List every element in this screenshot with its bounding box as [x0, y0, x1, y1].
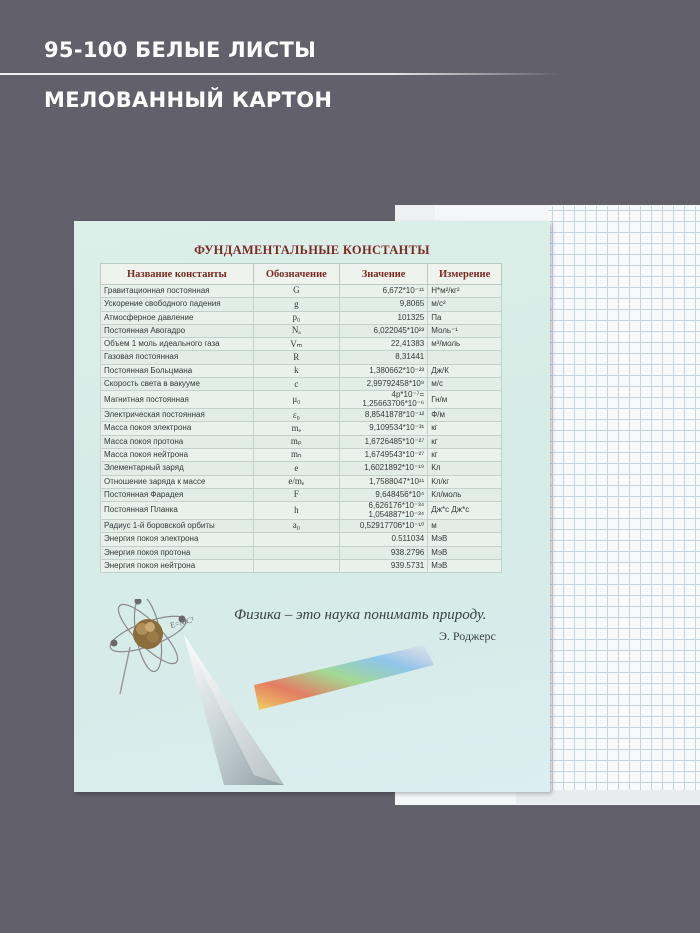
- constant-row: [101, 378, 502, 391]
- constant-name: Магнитная постоянная: [101, 391, 254, 409]
- constant-value: 9,648456*10⁴: [339, 488, 427, 501]
- constant-symbol: R: [253, 351, 339, 364]
- constant-value: 22,41383: [339, 338, 427, 351]
- constant-unit: [428, 351, 502, 364]
- constant-value: 4p*10⁻⁷= 1,25663706*10⁻⁶: [339, 391, 427, 409]
- constant-symbol: F: [253, 488, 339, 501]
- constant-symbol: mₙ: [253, 449, 339, 462]
- constant-value: 0,52917706*10⁻¹⁰: [339, 520, 427, 533]
- constant-symbol: G: [253, 285, 339, 298]
- constant-unit: Гн/м: [428, 391, 502, 409]
- constant-unit: кг: [428, 422, 502, 435]
- notebook-page-edge: [516, 790, 700, 804]
- constant-value: 9,8065: [339, 298, 427, 311]
- constant-symbol: e/mₑ: [253, 475, 339, 488]
- constant-name: Гравитационная постоянная: [101, 285, 254, 298]
- constant-row: [101, 475, 502, 488]
- constant-unit: м³/моль: [428, 338, 502, 351]
- constant-name: Скорость света в вакууме: [101, 378, 254, 391]
- constant-row: [101, 546, 502, 559]
- heading-line-1: 95-100 БЕЛЫЕ ЛИСТЫ: [44, 38, 317, 62]
- constant-symbol: k: [253, 364, 339, 377]
- constant-name: Газовая постоянная: [101, 351, 254, 364]
- constant-row: [101, 520, 502, 533]
- constant-name: Атмосферное давление: [101, 311, 254, 324]
- constant-name: Постоянная Авогадро: [101, 324, 254, 337]
- constant-symbol: a₀: [253, 520, 339, 533]
- constant-value: 1,6021892*10⁻¹⁹: [339, 462, 427, 475]
- constant-value: 938.2796: [339, 546, 427, 559]
- prism-rainbow-illustration: [174, 635, 464, 785]
- constant-row: [101, 391, 502, 409]
- constant-name: Масса покоя протона: [101, 435, 254, 448]
- constant-name: Постоянная Больцмана: [101, 364, 254, 377]
- column-header-symbol: Обозначение: [253, 264, 339, 285]
- constant-unit: м: [428, 520, 502, 533]
- constant-value: 8,8541878*10⁻¹²: [339, 409, 427, 422]
- grid-paper-page: [548, 206, 700, 800]
- constant-name: Энергия покоя электрона: [101, 533, 254, 546]
- constant-unit: Н*м²/кг²: [428, 285, 502, 298]
- constant-name: Постоянная Планка: [101, 502, 254, 520]
- constant-unit: МэВ: [428, 546, 502, 559]
- constant-symbol: [253, 533, 339, 546]
- constant-symbol: g: [253, 298, 339, 311]
- constant-value: 1,6726485*10⁻²⁷: [339, 435, 427, 448]
- constant-symbol: [253, 546, 339, 559]
- constant-unit: м/с²: [428, 298, 502, 311]
- constant-row: [101, 338, 502, 351]
- heading-divider: [0, 73, 560, 75]
- constant-unit: Кл: [428, 462, 502, 475]
- constant-symbol: c: [253, 378, 339, 391]
- formula-label: E=MC²: [169, 615, 196, 630]
- constants-table-header: [101, 264, 502, 285]
- constant-unit: Кл/кг: [428, 475, 502, 488]
- constants-table-title: ФУНДАМЕНТАЛЬНЫЕ КОНСТАНТЫ: [194, 243, 430, 257]
- constant-unit: Па: [428, 311, 502, 324]
- constant-row: [101, 449, 502, 462]
- constant-name: Элементарный заряд: [101, 462, 254, 475]
- constant-row: [101, 311, 502, 324]
- constant-unit: Дж*с Дж*с: [428, 502, 502, 520]
- constants-table: [100, 263, 502, 573]
- constant-value: 8,31441: [339, 351, 427, 364]
- constant-unit: Ф/м: [428, 409, 502, 422]
- constant-unit: МэВ: [428, 533, 502, 546]
- constant-name: Отношение заряда к массе: [101, 475, 254, 488]
- physics-quote: Физика – это наука понимать природу.: [234, 607, 487, 623]
- constant-unit: кг: [428, 449, 502, 462]
- constant-name: Постоянная Фарадея: [101, 488, 254, 501]
- constant-symbol: ε₀: [253, 409, 339, 422]
- constant-name: Радиус 1-й боровской орбиты: [101, 520, 254, 533]
- column-header-unit: Измерение: [428, 264, 502, 285]
- constant-value: 939.5731: [339, 559, 427, 572]
- constant-name: Энергия покоя протона: [101, 546, 254, 559]
- column-header-value: Значение: [339, 264, 427, 285]
- constant-unit: кг: [428, 435, 502, 448]
- constant-value: 0.511034: [339, 533, 427, 546]
- constant-row: [101, 409, 502, 422]
- constant-unit: Кл/моль: [428, 488, 502, 501]
- constant-name: Масса покоя электрона: [101, 422, 254, 435]
- constant-symbol: μ₀: [253, 391, 339, 409]
- constant-symbol: [253, 559, 339, 572]
- column-header-name: Название константы: [101, 264, 254, 285]
- constant-unit: МэВ: [428, 559, 502, 572]
- constant-symbol: p₀: [253, 311, 339, 324]
- constant-row: [101, 559, 502, 572]
- quote-author: Э. Роджерс: [439, 629, 496, 643]
- constant-row: [101, 533, 502, 546]
- constant-symbol: h: [253, 502, 339, 520]
- constant-name: Электрическая постоянная: [101, 409, 254, 422]
- constant-row: [101, 364, 502, 377]
- constant-value: 6,672*10⁻¹¹: [339, 285, 427, 298]
- constant-row: [101, 422, 502, 435]
- constant-row: [101, 298, 502, 311]
- constant-name: Ускорение свободного падения: [101, 298, 254, 311]
- constant-value: 1,6749543*10⁻²⁷: [339, 449, 427, 462]
- constant-row: [101, 435, 502, 448]
- constant-name: Объем 1 моль идеального газа: [101, 338, 254, 351]
- heading-line-2: МЕЛОВАННЫЙ КАРТОН: [44, 88, 333, 112]
- constant-unit: Моль⁻¹: [428, 324, 502, 337]
- constant-value: 101325: [339, 311, 427, 324]
- constant-symbol: e: [253, 462, 339, 475]
- constant-value: 2,99792458*10⁸: [339, 378, 427, 391]
- notebook-back-cover: [74, 221, 550, 792]
- constant-value: 9,109534*10⁻³¹: [339, 422, 427, 435]
- constant-symbol: mₑ: [253, 422, 339, 435]
- constant-value: 1,7588047*10¹¹: [339, 475, 427, 488]
- constant-name: Энергия покоя нейтрона: [101, 559, 254, 572]
- constant-symbol: Vₘ: [253, 338, 339, 351]
- constant-row: [101, 285, 502, 298]
- constant-row: [101, 351, 502, 364]
- constant-value: 6,022045*10²³: [339, 324, 427, 337]
- constant-row: [101, 324, 502, 337]
- constant-row: [101, 488, 502, 501]
- constant-symbol: mₚ: [253, 435, 339, 448]
- constant-unit: Дж/К: [428, 364, 502, 377]
- constant-value: 6,626176*10⁻³⁴ 1,054887*10⁻³⁴: [339, 502, 427, 520]
- constant-row: [101, 502, 502, 520]
- constant-unit: м/с: [428, 378, 502, 391]
- constant-name: Масса покоя нейтрона: [101, 449, 254, 462]
- constants-table-body: [101, 285, 502, 573]
- constant-symbol: Nₐ: [253, 324, 339, 337]
- constant-value: 1,380662*10⁻²³: [339, 364, 427, 377]
- constant-row: [101, 462, 502, 475]
